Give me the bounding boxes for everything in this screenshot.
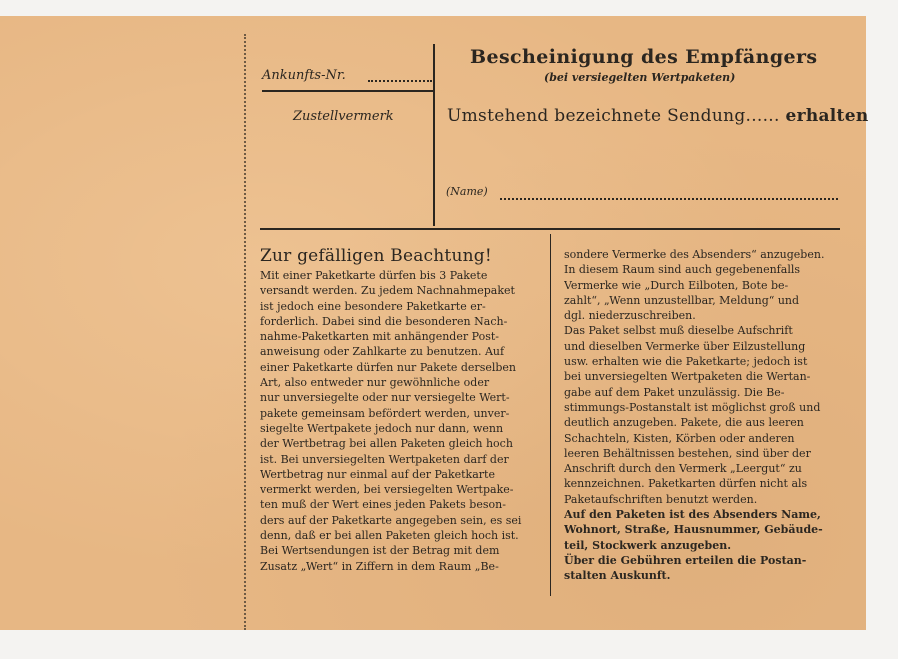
notice-line: Zusatz „Wert“ in Ziffern in dem Raum „Be- xyxy=(260,559,499,573)
notice-line: kennzeichnen. Paketkarten dürfen nicht als xyxy=(564,477,808,491)
form-subtitle: (bei versiegelten Wertpaketen) xyxy=(544,71,736,84)
notice-line: leeren Behältnissen bestehen, sind über der xyxy=(564,446,811,460)
notice-line: ist. Bei unversiegelten Wertpaketen darf der xyxy=(260,452,509,466)
notice-line: dgl. niederzuschreiben. xyxy=(564,309,696,323)
notice-line: pakete gemeinsam befördert werden, unver- xyxy=(260,406,510,420)
notice-line: ders auf der Paketkarte angegeben sein, es sei xyxy=(260,513,522,527)
notice-line: bei unversiegelten Wertpaketen die Wertan- xyxy=(564,370,811,384)
notice-line: Wohnort, Straße, Hausnummer, Gebäude- xyxy=(564,523,823,537)
notice-line: Paketaufschriften benutzt werden. xyxy=(564,492,758,506)
notice-line: gabe auf dem Paket unzulässig. Die Be- xyxy=(564,385,785,399)
notice-line: Art, also entweder nur gewöhnliche oder xyxy=(260,376,490,390)
form-title: Bescheinigung des Empfängers xyxy=(470,46,818,68)
receipt-text: Umstehend bezeichnete Sendung...... xyxy=(447,106,780,126)
parcel-card xyxy=(0,16,869,630)
divider xyxy=(260,228,840,230)
perforation-line xyxy=(244,34,246,630)
notice-line: siegelte Wertpakete jedoch nur dann, wenn xyxy=(260,421,504,435)
notice-line: ist jedoch eine besondere Paketkarte er- xyxy=(260,299,486,313)
notice-line: Das Paket selbst muß dieselbe Aufschrift xyxy=(564,324,793,338)
notice-line: Vermerke wie „Durch Eilboten, Bote be- xyxy=(564,278,789,292)
divider xyxy=(550,234,551,596)
notice-line: ten muß der Wert eines jeden Pakets beson- xyxy=(260,498,506,512)
notice-line: Bei Wertsendungen ist der Betrag mit dem xyxy=(260,544,500,558)
notice-heading: Zur gefälligen Beachtung! xyxy=(260,246,492,266)
notice-line: stalten Auskunft. xyxy=(564,569,671,583)
notice-line: stimmungs-Postanstalt ist möglichst groß und xyxy=(564,400,821,414)
notice-line: nur unversiegelte oder nur versiegelte Wert- xyxy=(260,391,510,405)
notice-line: sondere Vermerke des Absenders“ anzugeben. xyxy=(564,248,825,261)
divider xyxy=(262,90,434,92)
receipt-statement xyxy=(447,106,869,126)
notice-line: der Wertbetrag bei allen Paketen gleich hoch xyxy=(260,437,513,451)
notice-line: deutlich anzugeben. Pakete, die aus leeren xyxy=(564,416,804,430)
notice-line: Mit einer Paketkarte dürfen bis 3 Pakete xyxy=(260,269,488,282)
name-label: (Name) xyxy=(446,185,488,198)
arrival-number-field[interactable] xyxy=(368,80,432,82)
notice-line: und dieselben Vermerke über Eilzustellung xyxy=(564,339,806,353)
notice-line: vermerkt werden, bei versiegelten Wertpake- xyxy=(260,483,514,497)
arrival-number-label: Ankunfts-Nr. xyxy=(262,68,346,83)
notice-line: versandt werden. Zu jedem Nachnahmepaket xyxy=(260,284,515,298)
notice-line: forderlich. Dabei sind die besonderen Nach- xyxy=(260,314,508,328)
notice-line: anweisung oder Zahlkarte zu benutzen. Auf xyxy=(260,345,505,359)
notice-line: Über die Gebühren erteilen die Postan- xyxy=(564,553,807,567)
notice-line: In diesem Raum sind auch gegebenenfalls xyxy=(564,263,800,277)
notice-line: nahme-Paketkarten mit anhängender Post- xyxy=(260,330,499,344)
notice-line: teil, Stockwerk anzugeben. xyxy=(564,538,732,552)
notice-line: denn, daß er bei allen Paketen gleich hoch ist. xyxy=(260,529,519,543)
notice-right-column xyxy=(564,247,840,584)
divider xyxy=(433,44,435,226)
notice-line: zahlt“, „Wenn unzustellbar, Meldung“ und xyxy=(564,293,800,307)
delivery-note-label: Zustellvermerk xyxy=(293,109,394,124)
notice-left-column xyxy=(260,268,536,574)
notice-line: Schachteln, Kisten, Körben oder anderen xyxy=(564,431,795,445)
name-field[interactable] xyxy=(500,198,838,200)
notice-line: Wertbetrag nur einmal auf der Paketkarte xyxy=(260,467,495,481)
notice-line: usw. erhalten wie die Paketkarte; jedoch ist xyxy=(564,355,808,369)
notice-line: einer Paketkarte dürfen nur Pakete derselben xyxy=(260,360,517,374)
receipt-text-bold: erhalten xyxy=(785,106,869,126)
notice-line: Auf den Paketen ist des Absenders Name, xyxy=(564,508,821,522)
notice-line: Anschrift durch den Vermerk „Leergut“ zu xyxy=(564,462,802,476)
